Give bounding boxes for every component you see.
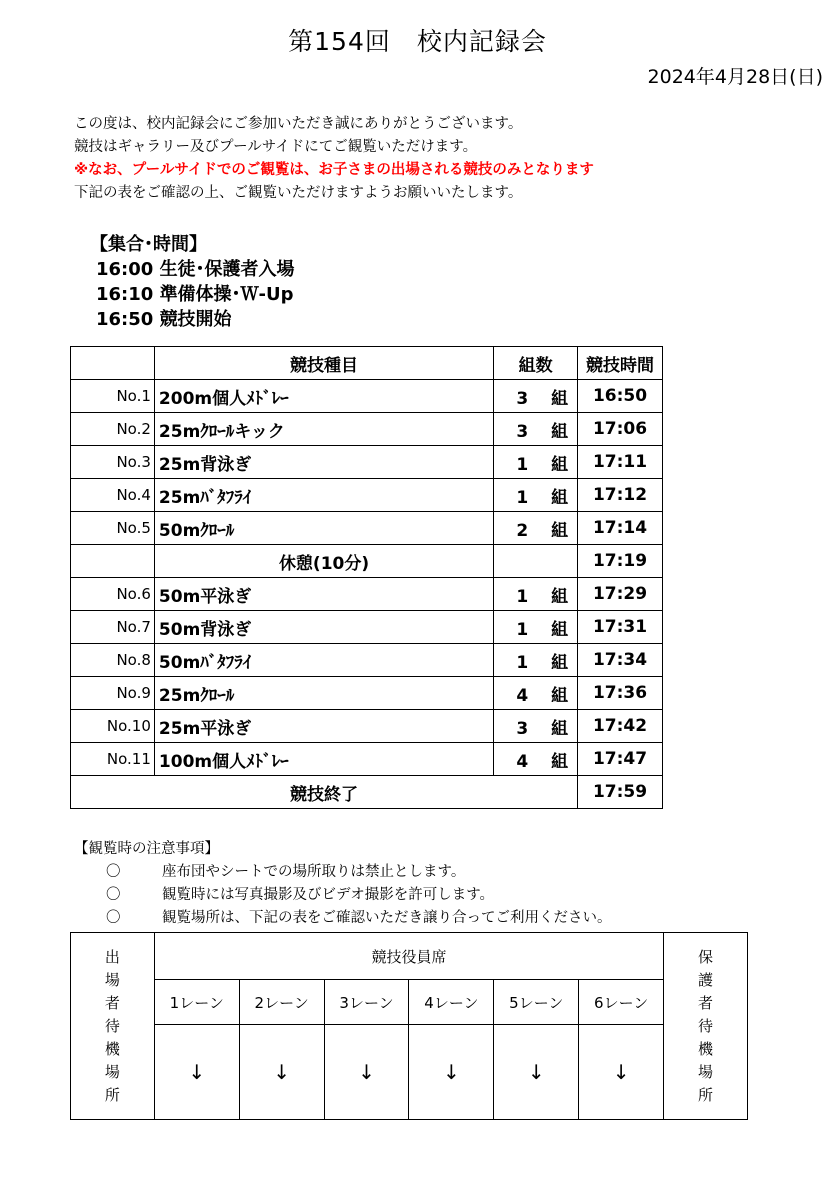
row-event: 25m平泳ぎ bbox=[154, 710, 493, 743]
row-time: 17:34 bbox=[578, 644, 663, 677]
group-count: 3 bbox=[516, 388, 529, 409]
row-number: No.5 bbox=[71, 512, 155, 545]
program-row bbox=[71, 644, 663, 677]
row-event: 100m個人ﾒﾄﾞﾚｰ bbox=[154, 743, 493, 776]
row-groups bbox=[494, 446, 578, 479]
row-number: No.3 bbox=[71, 446, 155, 479]
athlete-waiting-char: 出 bbox=[104, 947, 120, 966]
intro-line: 下記の表をご確認の上、ご観覧いただけますようお願いいたします。 bbox=[74, 185, 523, 201]
group-count: 2 bbox=[516, 520, 529, 541]
gathering-line: 16:10 準備体操･Ｗ-Up bbox=[96, 284, 294, 305]
gathering-line: 16:50 競技開始 bbox=[96, 309, 232, 330]
end-time: 17:59 bbox=[578, 776, 663, 809]
row-event: 25mｸﾛｰﾙ bbox=[154, 677, 493, 710]
row-number: No.7 bbox=[71, 611, 155, 644]
row-time: 17:06 bbox=[578, 413, 663, 446]
header-groups: 組数 bbox=[494, 347, 578, 380]
group-unit: 組 bbox=[551, 718, 569, 739]
viewing-notes bbox=[74, 838, 612, 930]
row-event: 200m個人ﾒﾄﾞﾚｰ bbox=[154, 380, 493, 413]
officials-seats: 競技役員席 bbox=[154, 933, 663, 980]
group-count: 3 bbox=[516, 421, 529, 442]
row-groups bbox=[494, 413, 578, 446]
program-row bbox=[71, 677, 663, 710]
row-groups bbox=[494, 710, 578, 743]
row-time: 17:47 bbox=[578, 743, 663, 776]
program-row bbox=[71, 743, 663, 776]
program-row bbox=[71, 578, 663, 611]
guardian-waiting-char: 者 bbox=[698, 993, 714, 1012]
intro-warning: ※なお、プールサイドでのご観覧は、お子さまの出場される競技のみとなります bbox=[74, 162, 594, 178]
note-text: 観覧時には写真撮影及びビデオ撮影を許可します。 bbox=[162, 887, 495, 903]
row-event: 25mｸﾛｰﾙキック bbox=[154, 413, 493, 446]
group-count: 1 bbox=[516, 586, 529, 607]
guardian-waiting-area bbox=[664, 933, 748, 1120]
row-time: 17:31 bbox=[578, 611, 663, 644]
gathering-schedule bbox=[90, 232, 295, 332]
lane-label: 2レーン bbox=[239, 980, 324, 1025]
guardian-waiting-char: 待 bbox=[698, 1016, 714, 1035]
group-count: 1 bbox=[516, 619, 529, 640]
end-row bbox=[71, 776, 663, 809]
gathering-line: 16:00 生徒･保護者入場 bbox=[96, 259, 295, 280]
group-unit: 組 bbox=[551, 619, 569, 640]
guardian-waiting-label bbox=[664, 946, 747, 1107]
lane-label: 3レーン bbox=[324, 980, 409, 1025]
break-row bbox=[71, 545, 663, 578]
row-time: 17:11 bbox=[578, 446, 663, 479]
athlete-waiting-label bbox=[71, 946, 154, 1107]
row-number: No.11 bbox=[71, 743, 155, 776]
row-number: No.6 bbox=[71, 578, 155, 611]
athlete-waiting-char: 待 bbox=[104, 1016, 120, 1035]
down-arrow-icon: ↓ bbox=[154, 1025, 239, 1120]
group-unit: 組 bbox=[551, 421, 569, 442]
row-groups bbox=[494, 578, 578, 611]
note-text: 座布団やシートでの場所取りは禁止とします。 bbox=[162, 864, 466, 880]
bullet-icon: 〇 bbox=[106, 910, 121, 926]
group-unit: 組 bbox=[551, 586, 569, 607]
lane-label: 5レーン bbox=[494, 980, 579, 1025]
bullet-icon: 〇 bbox=[106, 887, 121, 903]
lane-label: 1レーン bbox=[154, 980, 239, 1025]
row-time: 17:42 bbox=[578, 710, 663, 743]
row-event: 25m背泳ぎ bbox=[154, 446, 493, 479]
group-unit: 組 bbox=[551, 685, 569, 706]
program-row bbox=[71, 380, 663, 413]
guardian-waiting-char: 所 bbox=[698, 1085, 714, 1104]
note-item bbox=[74, 861, 612, 884]
group-unit: 組 bbox=[551, 487, 569, 508]
header-time: 競技時間 bbox=[578, 347, 663, 380]
intro-line: この度は、校内記録会にご参加いただき誠にありがとうございます。 bbox=[74, 116, 523, 132]
guardian-waiting-char: 保 bbox=[698, 947, 714, 966]
row-groups bbox=[494, 512, 578, 545]
group-unit: 組 bbox=[551, 751, 569, 772]
notes-heading: 【観覧時の注意事項】 bbox=[74, 841, 219, 857]
group-count: 4 bbox=[516, 751, 529, 772]
row-time: 16:50 bbox=[578, 380, 663, 413]
program-row bbox=[71, 710, 663, 743]
row-time: 17:19 bbox=[578, 545, 663, 578]
note-item bbox=[74, 907, 612, 930]
row-number: No.9 bbox=[71, 677, 155, 710]
break-label: 休憩(10分) bbox=[154, 545, 493, 578]
guardian-waiting-char: 場 bbox=[698, 1062, 714, 1081]
athlete-waiting-area bbox=[71, 933, 155, 1120]
intro-text bbox=[74, 113, 594, 205]
row-groups bbox=[494, 743, 578, 776]
group-unit: 組 bbox=[551, 520, 569, 541]
row-number: No.10 bbox=[71, 710, 155, 743]
program-row bbox=[71, 413, 663, 446]
down-arrow-icon: ↓ bbox=[239, 1025, 324, 1120]
program-row bbox=[71, 446, 663, 479]
group-count: 1 bbox=[516, 652, 529, 673]
row-event: 50m平泳ぎ bbox=[154, 578, 493, 611]
row-time: 17:29 bbox=[578, 578, 663, 611]
row-event: 50mﾊﾞﾀﾌﾗｲ bbox=[154, 644, 493, 677]
bullet-icon: 〇 bbox=[106, 864, 121, 880]
lane-label: 6レーン bbox=[579, 980, 664, 1025]
row-time: 17:36 bbox=[578, 677, 663, 710]
program-header-row bbox=[71, 347, 663, 380]
seating-chart bbox=[70, 932, 748, 1120]
event-date: 2024年4月28日(日) bbox=[647, 66, 823, 88]
down-arrow-icon: ↓ bbox=[324, 1025, 409, 1120]
group-count: 3 bbox=[516, 718, 529, 739]
header-event: 競技種目 bbox=[154, 347, 493, 380]
athlete-waiting-char: 機 bbox=[104, 1039, 120, 1058]
down-arrow-icon: ↓ bbox=[494, 1025, 579, 1120]
row-event: 50m背泳ぎ bbox=[154, 611, 493, 644]
group-unit: 組 bbox=[551, 388, 569, 409]
group-unit: 組 bbox=[551, 454, 569, 475]
row-number: No.8 bbox=[71, 644, 155, 677]
header-blank bbox=[71, 347, 155, 380]
athlete-waiting-char: 所 bbox=[104, 1085, 120, 1104]
row-time: 17:14 bbox=[578, 512, 663, 545]
program-row bbox=[71, 512, 663, 545]
group-count: 1 bbox=[516, 487, 529, 508]
row-groups bbox=[494, 479, 578, 512]
athlete-waiting-char: 場 bbox=[104, 1062, 120, 1081]
gathering-heading: 【集合･時間】 bbox=[90, 234, 207, 255]
row-number: No.2 bbox=[71, 413, 155, 446]
note-item bbox=[74, 884, 612, 907]
group-unit: 組 bbox=[551, 652, 569, 673]
row-time: 17:12 bbox=[578, 479, 663, 512]
row-groups bbox=[494, 611, 578, 644]
athlete-waiting-char: 場 bbox=[104, 970, 120, 989]
row-groups bbox=[494, 677, 578, 710]
guardian-waiting-char: 機 bbox=[698, 1039, 714, 1058]
intro-line: 競技はギャラリー及びプールサイドにてご観覧いただけます。 bbox=[74, 139, 478, 155]
note-text: 観覧場所は、下記の表をご確認いただき譲り合ってご利用ください。 bbox=[162, 910, 612, 926]
row-event: 50mｸﾛｰﾙ bbox=[154, 512, 493, 545]
row-number: No.4 bbox=[71, 479, 155, 512]
row-groups bbox=[494, 545, 578, 578]
program-table bbox=[70, 346, 663, 809]
program-row bbox=[71, 479, 663, 512]
page-title: 第154回 校内記録会 bbox=[288, 27, 547, 56]
guardian-waiting-char: 護 bbox=[698, 970, 714, 989]
athlete-waiting-char: 者 bbox=[104, 993, 120, 1012]
end-label: 競技終了 bbox=[71, 776, 578, 809]
row-groups bbox=[494, 644, 578, 677]
row-event: 25mﾊﾞﾀﾌﾗｲ bbox=[154, 479, 493, 512]
row-groups bbox=[494, 380, 578, 413]
lane-label: 4レーン bbox=[409, 980, 494, 1025]
row-number: No.1 bbox=[71, 380, 155, 413]
down-arrow-icon: ↓ bbox=[409, 1025, 494, 1120]
group-count: 1 bbox=[516, 454, 529, 475]
down-arrow-icon: ↓ bbox=[579, 1025, 664, 1120]
group-count: 4 bbox=[516, 685, 529, 706]
program-row bbox=[71, 611, 663, 644]
row-number bbox=[71, 545, 155, 578]
